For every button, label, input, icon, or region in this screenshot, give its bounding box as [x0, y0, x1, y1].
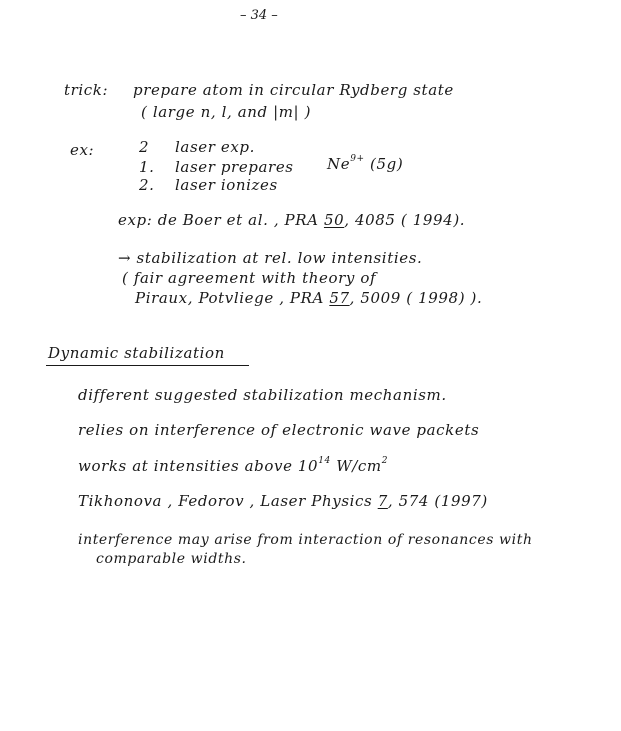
example-label: ex:	[70, 141, 95, 159]
trick-line-2: ( large n, l, and |m| )	[141, 103, 312, 121]
section-heading: Dynamic stabilization	[48, 344, 225, 362]
trick-label: trick:	[64, 81, 109, 99]
dynamic-item-5-line-2: comparable widths.	[96, 551, 247, 567]
ion-state: (5g)	[370, 155, 404, 173]
unit-exponent: 2	[381, 456, 389, 466]
example-number: 2	[139, 138, 150, 156]
reference-piraux: Piraux, Potvliege , PRA 57, 5009 ( 1998) ).	[135, 289, 483, 307]
trick-line-1: prepare atom in circular Rydberg state	[133, 81, 454, 99]
example-step1-text: laser prepares	[175, 158, 294, 176]
dynamic-item-5-line-1: interference may arise from interaction of resonances with	[78, 532, 533, 548]
example-step2-number: 2.	[139, 176, 155, 194]
reference-de-boer-volume: 50	[323, 211, 345, 229]
page-number: – 34 –	[240, 8, 278, 23]
example-step2-text: laser ionizes	[175, 176, 278, 194]
dynamic-item-1: different suggested stabilization mechanism.	[78, 386, 447, 404]
dynamic-item-3: works at intensities above $10^{14}$ $W/cm^2$	[78, 456, 389, 475]
laser-physics-volume: 7	[377, 492, 388, 510]
reference-piraux-volume: 57	[329, 289, 350, 307]
intensity-exponent: 14	[318, 456, 331, 466]
example-ion: $Ne^{9+}$ (5g)	[327, 154, 404, 173]
dynamic-item-4: Tikhonova , Fedorov , Laser Physics 7, 574 (1997)	[78, 492, 488, 510]
dynamic-item-2: relies on interference of electronic wave packets	[78, 421, 480, 439]
ion-charge: 9+	[350, 154, 365, 164]
example-step1-number: 1.	[139, 158, 155, 176]
stabilization-line-1: → stabilization at rel. low intensities.	[118, 249, 423, 267]
stabilization-line-2: ( fair agreement with theory of	[122, 269, 377, 287]
reference-de-boer: exp: de Boer et al. , PRA 50, 4085 ( 1994).	[118, 211, 466, 229]
example-line-1: laser exp.	[175, 138, 255, 156]
heading-underline	[46, 365, 249, 366]
